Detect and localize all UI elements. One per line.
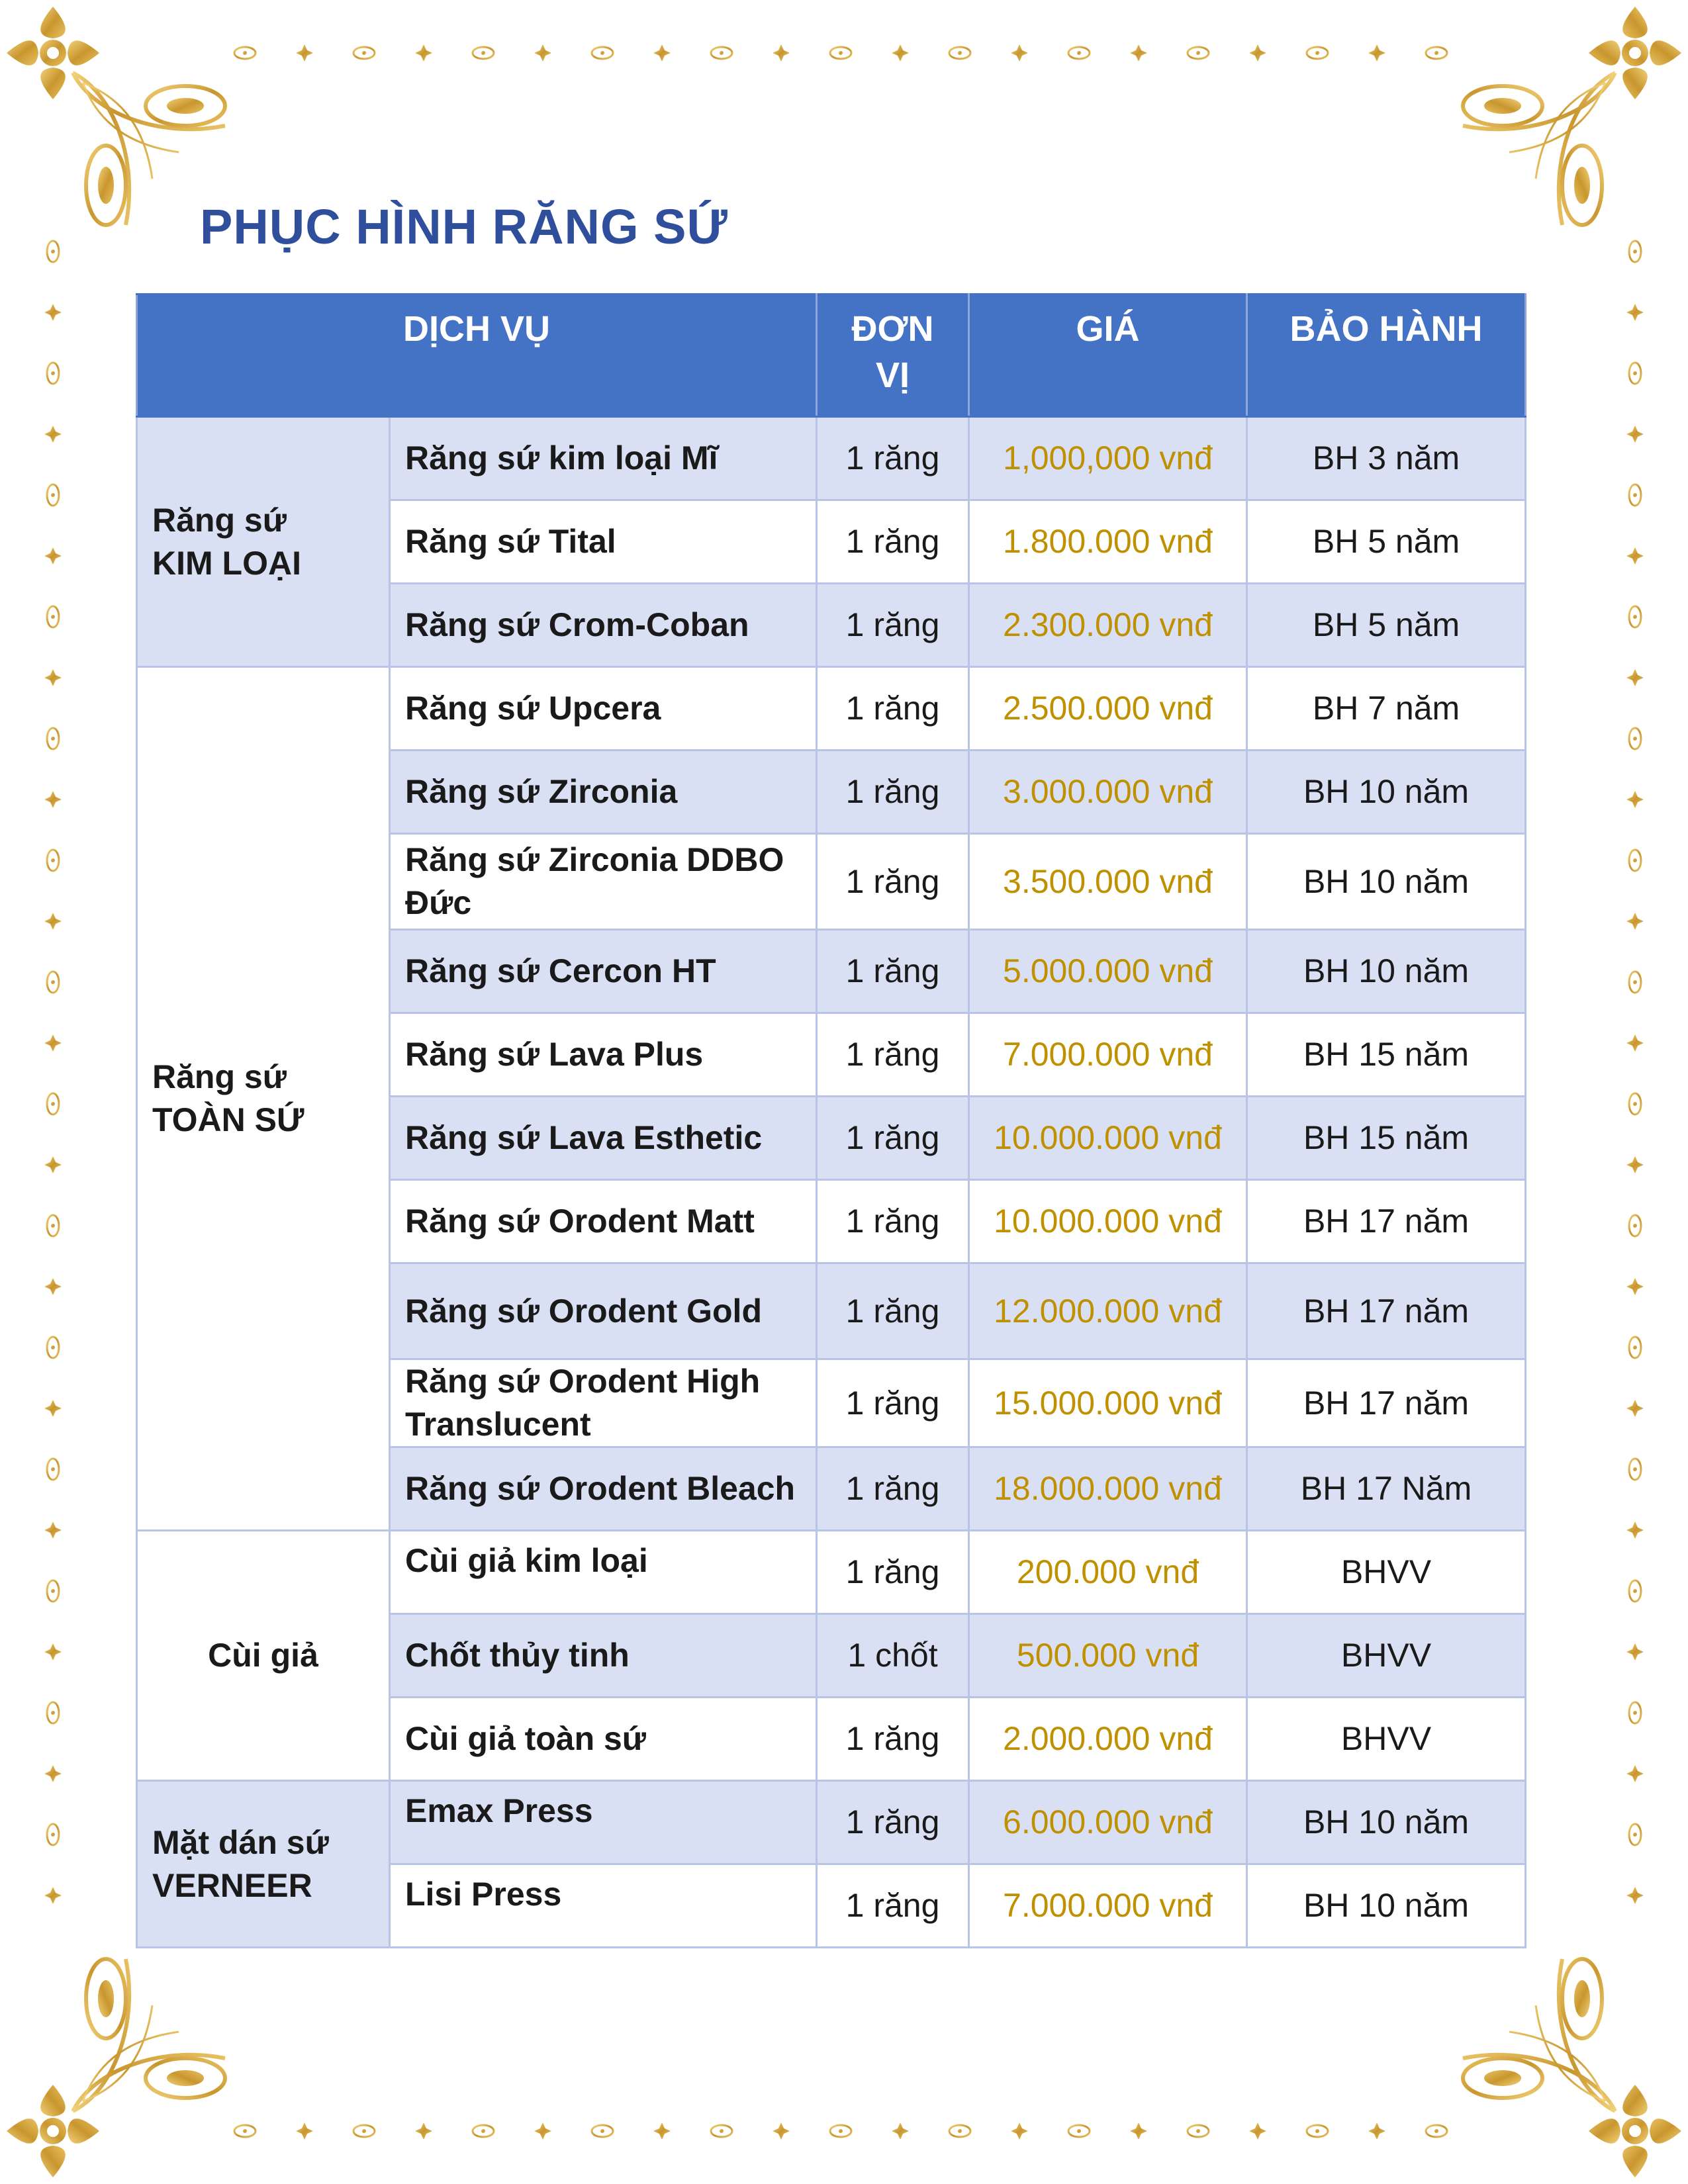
service-cell: Răng sứ Zirconia DDBO Đức [390,834,817,930]
unit-cell: 1 răng [817,1263,969,1359]
price-cell: 1.800.000 vnđ [969,500,1247,584]
service-cell: Răng sứ Lava Esthetic [390,1097,817,1180]
unit-cell: 1 răng [817,1447,969,1531]
price-cell: 3.000.000 vnđ [969,751,1247,834]
unit-cell: 1 răng [817,1180,969,1263]
price-cell: 6.000.000 vnđ [969,1781,1247,1864]
unit-cell: 1 răng [817,1359,969,1447]
unit-cell: 1 răng [817,500,969,584]
price-cell: 7.000.000 vnđ [969,1013,1247,1097]
price-cell: 12.000.000 vnđ [969,1263,1247,1359]
price-cell: 18.000.000 vnđ [969,1447,1247,1531]
unit-cell: 1 răng [817,751,969,834]
warranty-cell: BH 17 năm [1247,1359,1526,1447]
unit-cell: 1 chốt [817,1614,969,1698]
service-cell: Răng sứ Upcera [390,667,817,751]
warranty-cell: BH 5 năm [1247,584,1526,667]
category-cell: Răng sứ TOÀN SỨ [137,667,390,1531]
price-table [136,293,1526,1948]
warranty-cell: BH 10 năm [1247,1864,1526,1948]
warranty-cell: BH 15 năm [1247,1013,1526,1097]
price-cell: 5.000.000 vnđ [969,930,1247,1013]
warranty-cell: BH 17 năm [1247,1263,1526,1359]
service-cell: Cùi giả toàn sứ [390,1698,817,1781]
table-header-row [137,295,1526,417]
price-cell: 500.000 vnđ [969,1614,1247,1698]
unit-cell: 1 răng [817,834,969,930]
warranty-cell: BH 10 năm [1247,930,1526,1013]
warranty-cell: BHVV [1247,1614,1526,1698]
price-cell: 200.000 vnđ [969,1531,1247,1614]
price-cell: 2.000.000 vnđ [969,1698,1247,1781]
warranty-cell: BH 17 năm [1247,1180,1526,1263]
warranty-cell: BH 10 năm [1247,834,1526,930]
price-cell: 3.500.000 vnđ [969,834,1247,930]
price-cell: 1,000,000 vnđ [969,417,1247,500]
header-unit: ĐƠN VỊ [817,295,969,417]
warranty-cell: BH 10 năm [1247,1781,1526,1864]
price-cell: 7.000.000 vnđ [969,1864,1247,1948]
service-cell: Răng sứ Crom-Coban [390,584,817,667]
warranty-cell: BH 10 năm [1247,751,1526,834]
price-cell: 2.500.000 vnđ [969,667,1247,751]
service-cell: Răng sứ Orodent Matt [390,1180,817,1263]
price-cell: 15.000.000 vnđ [969,1359,1247,1447]
unit-cell: 1 răng [817,1097,969,1180]
unit-cell: 1 răng [817,667,969,751]
warranty-cell: BHVV [1247,1698,1526,1781]
unit-cell: 1 răng [817,1781,969,1864]
warranty-cell: BH 3 năm [1247,417,1526,500]
header-service: DỊCH VỤ [137,295,817,417]
service-cell: Lisi Press [390,1864,817,1948]
service-cell: Răng sứ Tital [390,500,817,584]
price-cell: 10.000.000 vnđ [969,1180,1247,1263]
header-price: GIÁ [969,295,1247,417]
unit-cell: 1 răng [817,584,969,667]
unit-cell: 1 răng [817,417,969,500]
header-warranty: BẢO HÀNH [1247,295,1526,417]
service-cell: Chốt thủy tinh [390,1614,817,1698]
table-row [137,1781,1526,1864]
service-cell: Emax Press [390,1781,817,1864]
service-cell: Răng sứ Orodent Bleach [390,1447,817,1531]
unit-cell: 1 răng [817,930,969,1013]
service-cell: Răng sứ Cercon HT [390,930,817,1013]
category-cell: Cùi giả [137,1531,390,1781]
table-row [137,417,1526,500]
service-cell: Cùi giả kim loại [390,1531,817,1614]
service-cell: Răng sứ Orodent High Translucent [390,1359,817,1447]
table-row [137,1531,1526,1614]
category-cell: Mặt dán sứ VERNEER [137,1781,390,1948]
warranty-cell: BH 15 năm [1247,1097,1526,1180]
warranty-cell: BH 17 Năm [1247,1447,1526,1531]
table-row [137,667,1526,751]
unit-cell: 1 răng [817,1013,969,1097]
price-cell: 2.300.000 vnđ [969,584,1247,667]
unit-cell: 1 răng [817,1698,969,1781]
page-title: PHỤC HÌNH RĂNG SỨ [200,199,728,254]
service-cell: Răng sứ Orodent Gold [390,1263,817,1359]
warranty-cell: BH 7 năm [1247,667,1526,751]
service-cell: Răng sứ kim loại Mĩ [390,417,817,500]
service-cell: Răng sứ Lava Plus [390,1013,817,1097]
price-cell: 10.000.000 vnđ [969,1097,1247,1180]
unit-cell: 1 răng [817,1531,969,1614]
warranty-cell: BHVV [1247,1531,1526,1614]
unit-cell: 1 răng [817,1864,969,1948]
warranty-cell: BH 5 năm [1247,500,1526,584]
category-cell: Răng sứ KIM LOẠI [137,417,390,667]
service-cell: Răng sứ Zirconia [390,751,817,834]
